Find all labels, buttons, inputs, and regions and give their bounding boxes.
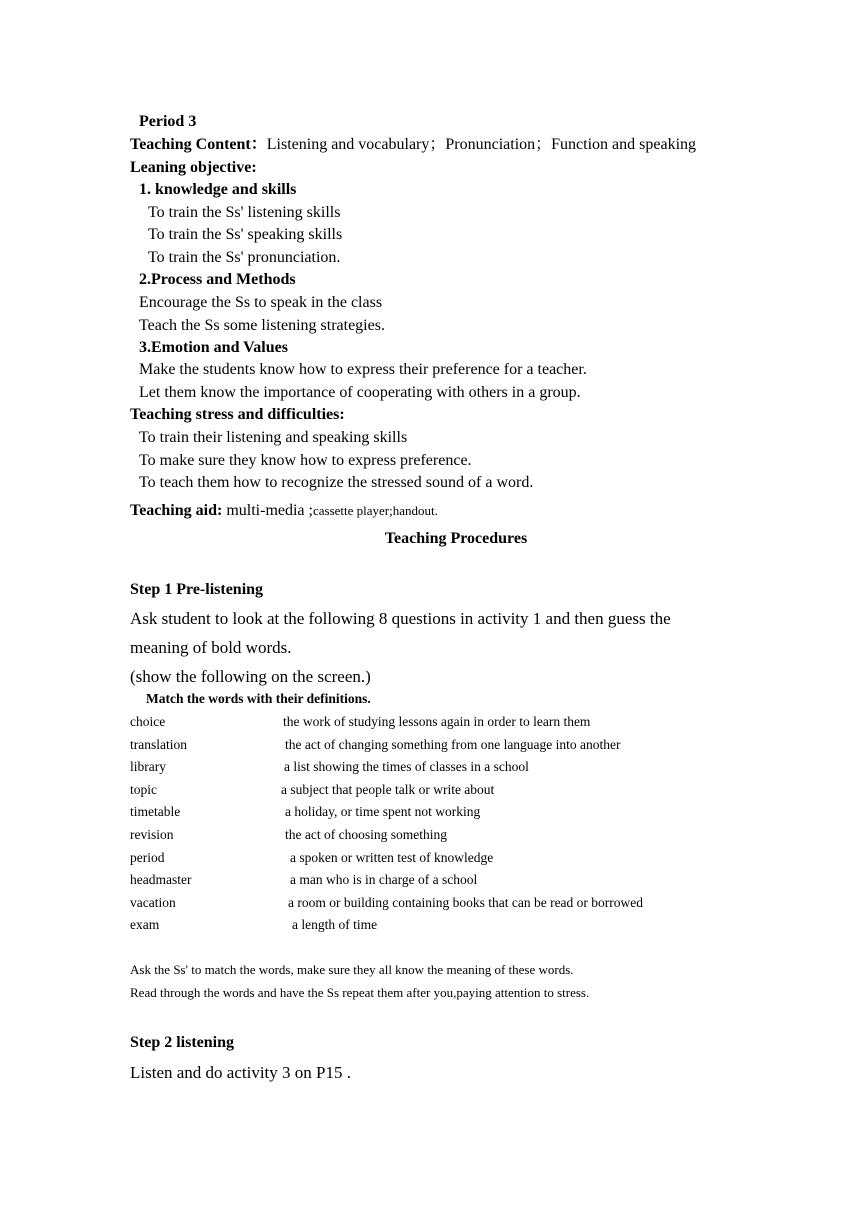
- step1-text: meaning of bold words.: [130, 638, 292, 657]
- vocab-definition: a subject that people talk or write about: [281, 782, 495, 797]
- step1-text: Ask student to look at the following 8 questions in activity 1 and then guess the: [130, 609, 671, 628]
- step1-heading: Step 1 Pre-listening: [130, 581, 264, 598]
- emotion-values-heading: 3.Emotion and Values: [139, 339, 288, 356]
- vocab-word: choice: [130, 714, 166, 729]
- step2-text: Listen and do activity 3 on P15 .: [130, 1063, 351, 1082]
- vocab-word: headmaster: [130, 872, 192, 887]
- step2-heading: Step 2 listening: [130, 1034, 235, 1051]
- objective-item: To train the Ss' listening skills: [148, 204, 341, 221]
- knowledge-skills-heading: 1. knowledge and skills: [139, 181, 297, 198]
- vocab-word: timetable: [130, 804, 181, 819]
- objective-item: Encourage the Ss to speak in the class: [139, 294, 383, 311]
- step1-note: Read through the words and have the Ss repeat them after you,paying attention to stress.: [130, 985, 590, 1000]
- vocab-definition: a man who is in charge of a school: [290, 872, 478, 887]
- objective-item: Let them know the importance of cooperating with others in a group.: [139, 384, 581, 401]
- teaching-content-text: Listening and vocabulary；Pronunciation；Function and speaking: [266, 136, 697, 153]
- teaching-aid-label: Teaching aid:: [130, 502, 223, 519]
- vocab-definition: the work of studying lessons again in order to learn them: [283, 714, 591, 729]
- stress-item: To train their listening and speaking skills: [139, 429, 408, 446]
- vocab-word: period: [130, 850, 165, 865]
- match-heading: Match the words with their definitions.: [146, 691, 371, 706]
- vocab-definition: a spoken or written test of knowledge: [290, 850, 494, 865]
- objective-heading: Leaning objective:: [130, 159, 257, 176]
- teaching-aid-main: multi-media ;: [222, 502, 313, 519]
- objective-item: Teach the Ss some listening strategies.: [139, 317, 385, 334]
- vocab-definition: a length of time: [292, 917, 378, 932]
- stress-heading: Teaching stress and difficulties:: [130, 406, 345, 423]
- vocab-definition: a room or building containing books that can be read or borrowed: [288, 895, 644, 910]
- vocab-word: topic: [130, 782, 157, 797]
- vocab-word: library: [130, 759, 166, 774]
- teaching-content-label: Teaching Content：: [130, 136, 267, 153]
- vocab-definition: a holiday, or time spent not working: [285, 804, 481, 819]
- teaching-aid-rest: cassette player;handout.: [312, 503, 438, 518]
- vocab-word: vacation: [130, 895, 176, 910]
- teaching-content-line: [130, 137, 696, 153]
- period-title: Period 3: [139, 113, 197, 130]
- vocab-definition: the act of changing something from one language into another: [285, 737, 621, 752]
- stress-item: To teach them how to recognize the stressed sound of a word.: [139, 474, 534, 491]
- vocab-definition: the act of choosing something: [285, 827, 447, 842]
- vocab-word: revision: [130, 827, 174, 842]
- vocab-word: exam: [130, 917, 160, 932]
- objective-item: Make the students know how to express their preference for a teacher.: [139, 361, 587, 378]
- teaching-aid-line: [130, 503, 438, 519]
- objective-item: To train the Ss' pronunciation.: [148, 249, 341, 266]
- step1-text: (show the following on the screen.): [130, 667, 371, 686]
- vocab-definition: a list showing the times of classes in a school: [284, 759, 529, 774]
- stress-item: To make sure they know how to express preference.: [139, 452, 472, 469]
- step1-note: Ask the Ss' to match the words, make sure they all know the meaning of these words.: [130, 962, 574, 977]
- process-methods-heading: 2.Process and Methods: [139, 271, 296, 288]
- vocab-word: translation: [130, 737, 187, 752]
- objective-item: To train the Ss' speaking skills: [148, 226, 343, 243]
- procedures-title: Teaching Procedures: [384, 530, 528, 547]
